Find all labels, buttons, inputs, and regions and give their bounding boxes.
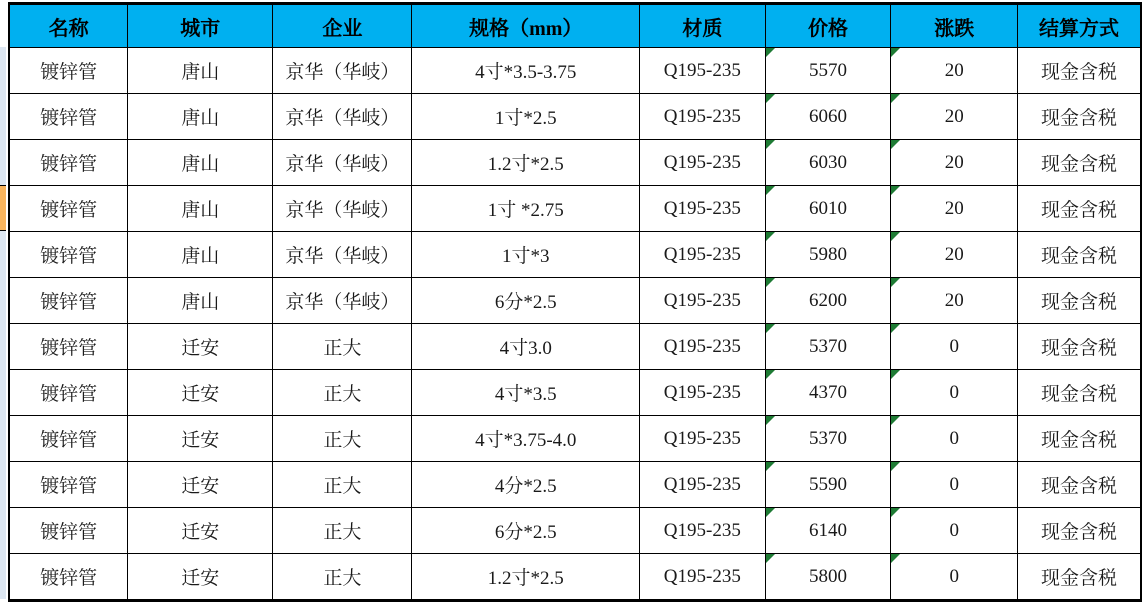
error-indicator-triangle-icon	[891, 140, 900, 149]
column-header-material[interactable]: 材质	[640, 4, 766, 48]
cell-text: 正大	[323, 476, 362, 497]
cell-name[interactable]	[9, 416, 128, 462]
strip-segment	[0, 277, 6, 323]
table-row	[9, 94, 1141, 140]
cell-text: 京华（华岐）	[285, 292, 400, 313]
cell-text: 0	[949, 473, 959, 495]
column-header-company[interactable]: 企业	[273, 4, 412, 48]
cell-text: 现金含税	[1041, 338, 1118, 359]
cell-settlement[interactable]	[1018, 324, 1141, 370]
cell-change[interactable]	[891, 94, 1018, 140]
cell-price[interactable]	[765, 416, 891, 462]
cell-text: 1.2寸*2.5	[487, 154, 564, 175]
cell-city[interactable]	[128, 232, 273, 278]
cell-text: 0	[949, 427, 959, 449]
cell-company[interactable]	[273, 94, 412, 140]
cell-text: 1寸*3	[501, 246, 550, 267]
cell-text: 5800	[808, 565, 847, 587]
cell-text: 5370	[808, 427, 847, 449]
cell-change[interactable]	[891, 508, 1018, 554]
cell-material[interactable]	[640, 370, 766, 416]
cell-city[interactable]	[128, 462, 273, 508]
error-indicator-triangle-icon	[766, 48, 775, 57]
cell-text: Q195-235	[663, 197, 741, 219]
cell-text: 镀锌管	[40, 108, 98, 129]
error-indicator-triangle-icon	[766, 554, 775, 563]
cell-text: Q195-235	[663, 427, 741, 449]
cell-settlement[interactable]	[1018, 508, 1141, 554]
cell-material[interactable]	[640, 324, 766, 370]
cell-material[interactable]	[640, 278, 766, 324]
column-header-city[interactable]: 城市	[128, 4, 273, 48]
cell-material[interactable]	[640, 416, 766, 462]
cell-spec[interactable]	[412, 416, 640, 462]
cell-spec[interactable]	[412, 232, 640, 278]
cell-price[interactable]	[765, 232, 891, 278]
cell-text: 迁安	[181, 522, 220, 543]
cell-text: 4寸*3.5-3.75	[475, 62, 577, 83]
cell-text: 4370	[808, 381, 847, 403]
error-indicator-triangle-icon	[891, 324, 900, 333]
cell-text: 迁安	[181, 568, 220, 589]
cell-text: 唐山	[181, 154, 220, 175]
column-header-price[interactable]: 价格	[765, 4, 891, 48]
error-indicator-triangle-icon	[891, 232, 900, 241]
cell-text: 迁安	[181, 384, 220, 405]
strip-segment	[0, 507, 6, 553]
cell-price[interactable]	[765, 48, 891, 94]
cell-text: 唐山	[181, 246, 220, 267]
strip-segment	[0, 47, 6, 93]
cell-city[interactable]	[128, 94, 273, 140]
cell-company[interactable]	[273, 554, 412, 601]
cell-price[interactable]	[765, 554, 891, 601]
strip-segment	[0, 231, 6, 277]
header-row	[9, 4, 1141, 48]
cell-text: 6分*2.5	[494, 292, 557, 313]
cell-text: 京华（华岐）	[285, 200, 400, 221]
error-indicator-triangle-icon	[891, 48, 900, 57]
cell-text: 6140	[808, 519, 847, 541]
strip-segment	[0, 461, 6, 507]
cell-text: Q195-235	[663, 473, 741, 495]
cell-text: 20	[944, 59, 964, 81]
cell-settlement[interactable]	[1018, 278, 1141, 324]
cell-settlement[interactable]	[1018, 462, 1141, 508]
cell-company[interactable]	[273, 278, 412, 324]
cell-text: 唐山	[181, 108, 220, 129]
cell-company[interactable]	[273, 232, 412, 278]
cell-city[interactable]	[128, 416, 273, 462]
table-row	[9, 554, 1141, 601]
cell-spec[interactable]	[412, 278, 640, 324]
cell-text: 镀锌管	[40, 62, 98, 83]
error-indicator-triangle-icon	[766, 324, 775, 333]
error-indicator-triangle-icon	[891, 462, 900, 471]
strip-segment	[0, 369, 6, 415]
error-indicator-triangle-icon	[891, 508, 900, 517]
cell-settlement[interactable]	[1018, 94, 1141, 140]
cell-company[interactable]	[273, 48, 412, 94]
cell-text: 京华（华岐）	[285, 62, 400, 83]
cell-company[interactable]	[273, 186, 412, 232]
cell-text: 正大	[323, 522, 362, 543]
cell-text: 现金含税	[1041, 476, 1118, 497]
cell-name[interactable]	[9, 278, 128, 324]
table-body	[9, 48, 1141, 601]
cell-text: 0	[949, 381, 959, 403]
table-row	[9, 48, 1141, 94]
cell-material[interactable]	[640, 508, 766, 554]
cell-text: 6030	[808, 151, 847, 173]
cell-text: 4寸3.0	[499, 338, 552, 359]
cell-name[interactable]	[9, 370, 128, 416]
error-indicator-triangle-icon	[766, 278, 775, 287]
cell-text: 20	[944, 105, 964, 127]
cell-price[interactable]	[765, 462, 891, 508]
cell-settlement[interactable]	[1018, 186, 1141, 232]
cell-text: 现金含税	[1041, 522, 1118, 543]
cell-text: 现金含税	[1041, 154, 1118, 175]
cell-text: 4分*2.5	[494, 476, 557, 497]
cell-price[interactable]	[765, 370, 891, 416]
cell-change[interactable]	[891, 278, 1018, 324]
table-row	[9, 508, 1141, 554]
cell-text: 现金含税	[1041, 568, 1118, 589]
cell-spec[interactable]	[412, 462, 640, 508]
cell-company[interactable]	[273, 140, 412, 186]
column-header-change[interactable]: 涨跌	[891, 4, 1018, 48]
cell-text: 迁安	[181, 338, 220, 359]
column-header-settlement[interactable]: 结算方式	[1018, 4, 1141, 48]
cell-text: 正大	[323, 430, 362, 451]
cell-text: 现金含税	[1041, 62, 1118, 83]
cell-text: Q195-235	[663, 381, 741, 403]
cell-spec[interactable]	[412, 324, 640, 370]
error-indicator-triangle-icon	[891, 186, 900, 195]
cell-text: 4寸*3.5	[494, 384, 557, 405]
cell-company[interactable]	[273, 508, 412, 554]
cell-name[interactable]	[9, 462, 128, 508]
cell-text: 20	[944, 151, 964, 173]
error-indicator-triangle-icon	[891, 554, 900, 563]
error-indicator-triangle-icon	[766, 416, 775, 425]
error-indicator-triangle-icon	[891, 278, 900, 287]
cell-text: 现金含税	[1041, 430, 1118, 451]
cell-text: 迁安	[181, 430, 220, 451]
cell-price[interactable]	[765, 278, 891, 324]
cell-change[interactable]	[891, 324, 1018, 370]
error-indicator-triangle-icon	[766, 186, 775, 195]
cell-text: 京华（华岐）	[285, 108, 400, 129]
cell-spec[interactable]	[412, 94, 640, 140]
strip-segment	[0, 415, 6, 461]
cell-change[interactable]	[891, 554, 1018, 601]
cell-company[interactable]	[273, 416, 412, 462]
cell-text: 唐山	[181, 200, 220, 221]
cell-name[interactable]	[9, 324, 128, 370]
cell-settlement[interactable]	[1018, 370, 1141, 416]
cell-text: 5590	[808, 473, 847, 495]
error-indicator-triangle-icon	[891, 370, 900, 379]
cell-text: Q195-235	[663, 243, 741, 265]
cell-spec[interactable]	[412, 508, 640, 554]
cell-change[interactable]	[891, 370, 1018, 416]
cell-price[interactable]	[765, 508, 891, 554]
cell-settlement[interactable]	[1018, 416, 1141, 462]
cell-text: Q195-235	[663, 289, 741, 311]
column-header-spec[interactable]: 规格（mm）	[412, 4, 640, 48]
cell-material[interactable]	[640, 462, 766, 508]
cell-text: 正大	[323, 568, 362, 589]
cell-name[interactable]	[9, 232, 128, 278]
error-indicator-triangle-icon	[766, 462, 775, 471]
cell-price[interactable]	[765, 324, 891, 370]
cell-name[interactable]	[9, 508, 128, 554]
cell-text: 6分*2.5	[494, 522, 557, 543]
error-indicator-triangle-icon	[891, 416, 900, 425]
cell-change[interactable]	[891, 48, 1018, 94]
cell-change[interactable]	[891, 186, 1018, 232]
cell-text: 现金含税	[1041, 246, 1118, 267]
cell-text: 镀锌管	[40, 384, 98, 405]
error-indicator-triangle-icon	[766, 140, 775, 149]
cell-spec[interactable]	[412, 186, 640, 232]
table-row	[9, 278, 1141, 324]
cell-text: 1.2寸*2.5	[487, 568, 564, 589]
cell-company[interactable]	[273, 462, 412, 508]
table-row	[9, 140, 1141, 186]
cell-text: 唐山	[181, 292, 220, 313]
cell-material[interactable]	[640, 140, 766, 186]
cell-name[interactable]	[9, 186, 128, 232]
cell-material[interactable]	[640, 186, 766, 232]
cell-city[interactable]	[128, 370, 273, 416]
cell-spec[interactable]	[412, 554, 640, 601]
cell-change[interactable]	[891, 462, 1018, 508]
cell-text: Q195-235	[663, 519, 741, 541]
steel-pipe-price-table	[8, 2, 1142, 602]
table-row	[9, 186, 1141, 232]
table-row	[9, 232, 1141, 278]
error-indicator-triangle-icon	[766, 370, 775, 379]
cell-text: 现金含税	[1041, 200, 1118, 221]
strip-segment	[0, 185, 6, 231]
cell-text: Q195-235	[663, 59, 741, 81]
error-indicator-triangle-icon	[766, 508, 775, 517]
cell-text: 0	[949, 519, 959, 541]
cell-settlement[interactable]	[1018, 554, 1141, 601]
cell-city[interactable]	[128, 48, 273, 94]
cell-text: Q195-235	[663, 565, 741, 587]
cell-text: 0	[949, 335, 959, 357]
cell-text: 正大	[323, 338, 362, 359]
cell-text: 唐山	[181, 62, 220, 83]
cell-text: 5570	[808, 59, 847, 81]
strip-segment	[0, 323, 6, 369]
cell-spec[interactable]	[412, 370, 640, 416]
cell-text: 镀锌管	[40, 246, 98, 267]
table-row	[9, 462, 1141, 508]
cell-material[interactable]	[640, 94, 766, 140]
strip-segment	[0, 139, 6, 185]
cell-spec[interactable]	[412, 140, 640, 186]
table-row	[9, 324, 1141, 370]
cell-text: 0	[949, 565, 959, 587]
column-header-name[interactable]: 名称	[9, 4, 128, 48]
cell-text: 现金含税	[1041, 384, 1118, 405]
cell-text: 20	[944, 243, 964, 265]
cell-text: 5980	[808, 243, 847, 265]
cell-city[interactable]	[128, 186, 273, 232]
table-row	[9, 370, 1141, 416]
cell-spec[interactable]	[412, 48, 640, 94]
error-indicator-triangle-icon	[891, 94, 900, 103]
cell-material[interactable]	[640, 232, 766, 278]
cell-company[interactable]	[273, 370, 412, 416]
cell-city[interactable]	[128, 554, 273, 601]
cell-material[interactable]	[640, 48, 766, 94]
cell-city[interactable]	[128, 278, 273, 324]
cell-text: 1寸 *2.75	[487, 200, 564, 221]
cell-text: 镀锌管	[40, 200, 98, 221]
cell-text: 6200	[808, 289, 847, 311]
cell-text: Q195-235	[663, 151, 741, 173]
cell-text: 镀锌管	[40, 154, 98, 175]
cell-text: Q195-235	[663, 335, 741, 357]
cell-city[interactable]	[128, 324, 273, 370]
cell-text: 6010	[808, 197, 847, 219]
cell-change[interactable]	[891, 140, 1018, 186]
cell-settlement[interactable]	[1018, 140, 1141, 186]
cell-price[interactable]	[765, 94, 891, 140]
cell-city[interactable]	[128, 508, 273, 554]
cell-text: 20	[944, 197, 964, 219]
cell-text: 5370	[808, 335, 847, 357]
cell-text: 镀锌管	[40, 476, 98, 497]
cell-price[interactable]	[765, 140, 891, 186]
cell-change[interactable]	[891, 416, 1018, 462]
strip-segment	[0, 93, 6, 139]
cell-change[interactable]	[891, 232, 1018, 278]
cell-company[interactable]	[273, 324, 412, 370]
cell-text: 1寸*2.5	[494, 108, 557, 129]
cell-text: 镀锌管	[40, 292, 98, 313]
cell-text: 京华（华岐）	[285, 246, 400, 267]
cell-text: 现金含税	[1041, 292, 1118, 313]
cell-name[interactable]	[9, 140, 128, 186]
cell-text: 镀锌管	[40, 568, 98, 589]
error-indicator-triangle-icon	[766, 232, 775, 241]
cell-name[interactable]	[9, 554, 128, 601]
strip-segment	[0, 553, 6, 599]
cell-text: 4寸*3.75-4.0	[475, 430, 577, 451]
cell-text: 正大	[323, 384, 362, 405]
cell-text: 20	[944, 289, 964, 311]
table-row	[9, 416, 1141, 462]
cell-settlement[interactable]	[1018, 48, 1141, 94]
cell-text: 现金含税	[1041, 108, 1118, 129]
cell-text: 迁安	[181, 476, 220, 497]
cell-material[interactable]	[640, 554, 766, 601]
cell-text: 6060	[808, 105, 847, 127]
cell-text: 镀锌管	[40, 338, 98, 359]
cell-text: Q195-235	[663, 105, 741, 127]
cell-price[interactable]	[765, 186, 891, 232]
error-indicator-triangle-icon	[766, 94, 775, 103]
cell-settlement[interactable]	[1018, 232, 1141, 278]
cell-text: 镀锌管	[40, 430, 98, 451]
cell-city[interactable]	[128, 140, 273, 186]
cell-name[interactable]	[9, 48, 128, 94]
cell-name[interactable]	[9, 94, 128, 140]
left-edge-column-strip	[0, 2, 6, 599]
cell-text: 京华（华岐）	[285, 154, 400, 175]
strip-segment-header	[0, 2, 6, 47]
cell-text: 镀锌管	[40, 522, 98, 543]
